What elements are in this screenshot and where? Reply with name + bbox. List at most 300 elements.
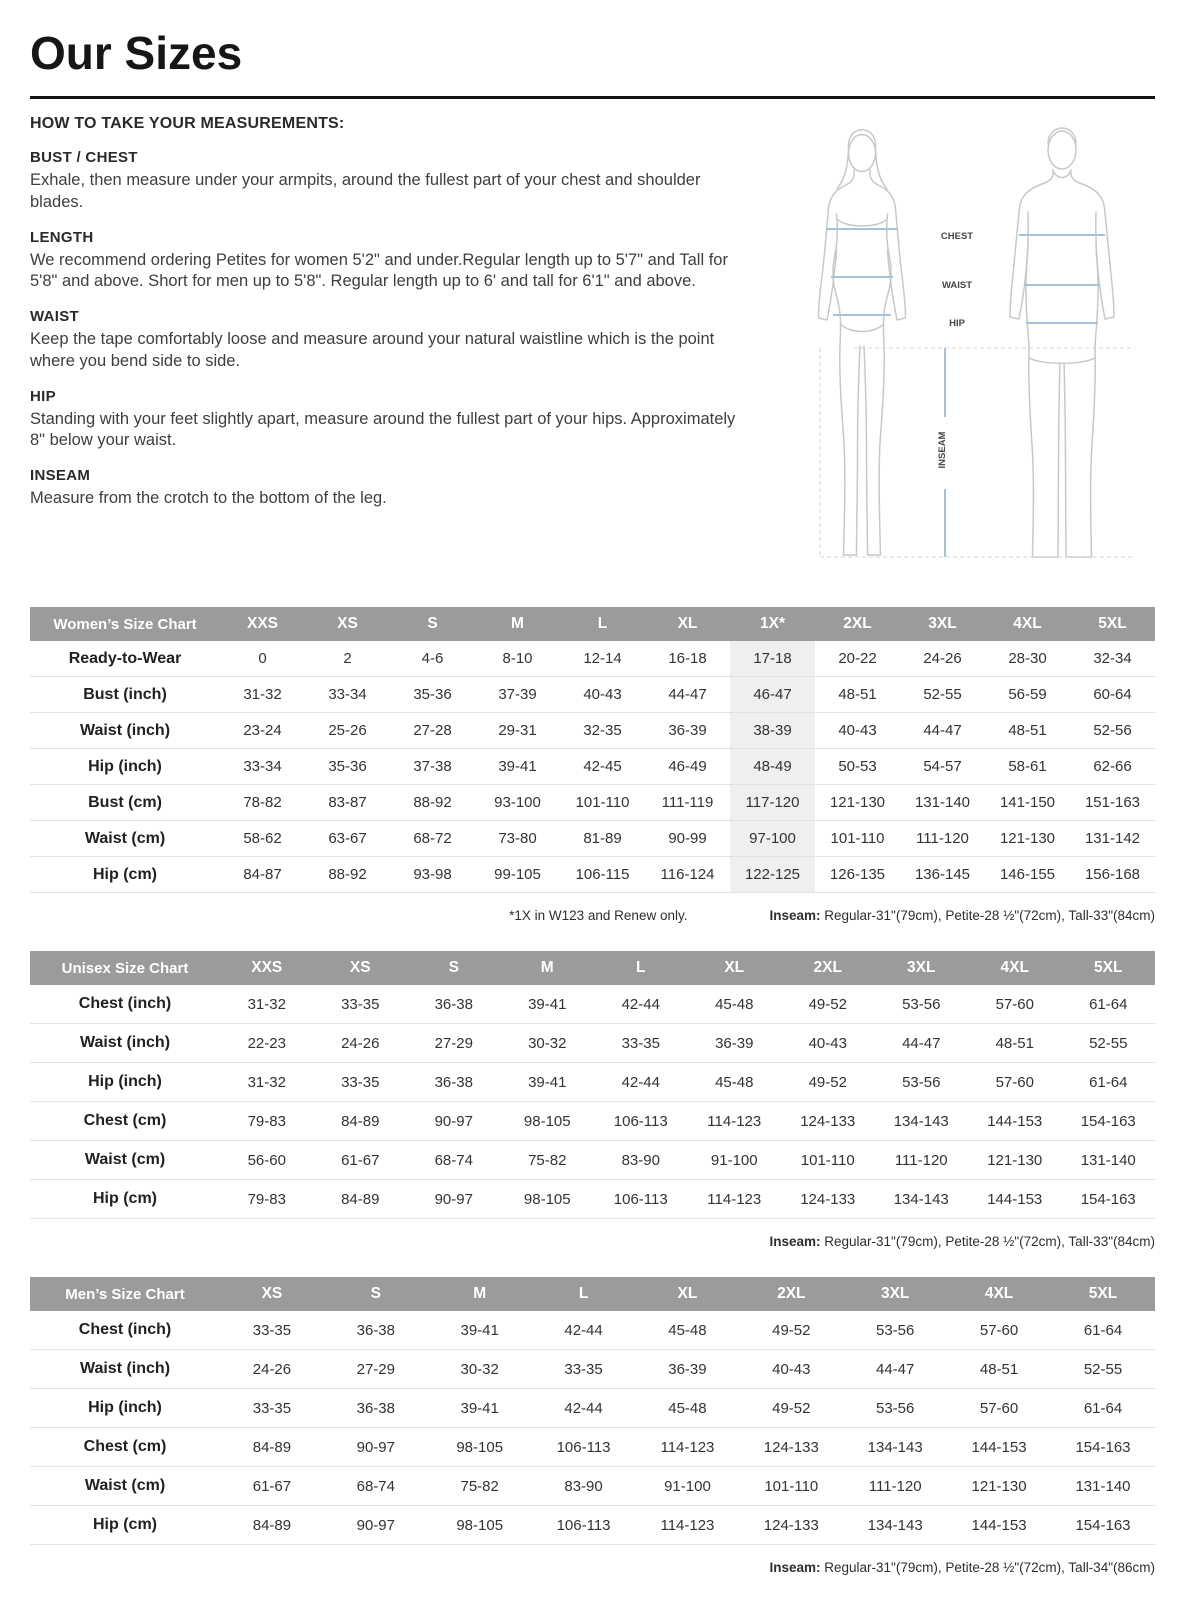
size-column-header: XL	[645, 607, 730, 641]
row-label: Hip (inch)	[30, 1389, 220, 1428]
size-value-cell: 36-38	[407, 1063, 501, 1102]
waist-label: WAIST	[941, 280, 973, 291]
size-column-header: S	[407, 951, 501, 985]
size-value-cell: 53-56	[843, 1311, 947, 1350]
woman-figure	[819, 130, 906, 555]
size-value-cell: 45-48	[688, 1063, 782, 1102]
size-value-cell: 36-39	[645, 713, 730, 749]
size-value-cell: 93-100	[475, 785, 560, 821]
size-value-cell: 144-153	[947, 1506, 1051, 1545]
womens-size-chart	[30, 607, 1155, 893]
size-value-cell: 53-56	[875, 985, 969, 1024]
size-value-cell: 24-26	[314, 1024, 408, 1063]
size-value-cell: 93-98	[390, 857, 475, 893]
size-value-cell: 44-47	[900, 713, 985, 749]
size-column-header: 2XL	[815, 607, 900, 641]
row-label: Chest (cm)	[30, 1428, 220, 1467]
size-value-cell: 49-52	[739, 1389, 843, 1428]
size-value-cell: 33-35	[314, 985, 408, 1024]
header-row	[30, 607, 1155, 641]
size-value-cell: 124-133	[781, 1102, 875, 1141]
row-label: Chest (inch)	[30, 985, 220, 1024]
size-value-cell: 90-97	[324, 1506, 428, 1545]
mens-chart-footnotes	[30, 1560, 1155, 1575]
inseam-footnote-label: Inseam:	[769, 1234, 821, 1249]
table-row	[30, 1141, 1155, 1180]
size-value-cell: 58-62	[220, 821, 305, 857]
size-value-cell: 40-43	[560, 677, 645, 713]
page-title: Our Sizes	[30, 27, 243, 79]
row-label: Hip (cm)	[30, 1506, 220, 1545]
size-value-cell: 61-67	[220, 1467, 324, 1506]
size-value-cell: 114-123	[688, 1180, 782, 1219]
size-value-cell: 57-60	[947, 1311, 1051, 1350]
table-row	[30, 749, 1155, 785]
mens-size-chart-table	[30, 1277, 1155, 1545]
measurement-diagram	[790, 115, 1155, 577]
size-value-cell: 68-74	[407, 1141, 501, 1180]
size-value-cell: 88-92	[305, 857, 390, 893]
size-value-cell: 12-14	[560, 641, 645, 677]
section-title: LENGTH	[30, 228, 94, 246]
size-value-cell: 83-90	[532, 1467, 636, 1506]
table-row	[30, 821, 1155, 857]
size-value-cell: 144-153	[947, 1428, 1051, 1467]
size-value-cell: 111-120	[875, 1141, 969, 1180]
inseam-label: INSEAM	[937, 431, 948, 469]
size-value-cell: 2	[305, 641, 390, 677]
size-value-cell: 75-82	[501, 1141, 595, 1180]
size-value-cell: 39-41	[475, 749, 560, 785]
size-value-cell: 36-38	[407, 985, 501, 1024]
size-value-cell: 134-143	[875, 1180, 969, 1219]
size-value-cell: 141-150	[985, 785, 1070, 821]
size-column-header: L	[560, 607, 645, 641]
size-value-cell: 33-34	[305, 677, 390, 713]
size-value-cell: 31-32	[220, 677, 305, 713]
size-value-cell: 106-113	[532, 1428, 636, 1467]
size-value-cell: 52-56	[1070, 713, 1155, 749]
size-value-cell: 124-133	[739, 1506, 843, 1545]
size-value-cell: 121-130	[947, 1467, 1051, 1506]
size-value-cell: 144-153	[968, 1102, 1062, 1141]
instruction-section-inseam	[30, 467, 745, 510]
size-value-cell: 49-52	[781, 1063, 875, 1102]
table-row	[30, 1102, 1155, 1141]
size-value-cell: 39-41	[501, 1063, 595, 1102]
header-row	[30, 1277, 1155, 1311]
row-label: Hip (cm)	[30, 857, 220, 893]
size-value-cell: 84-89	[220, 1428, 324, 1467]
size-value-cell: 45-48	[636, 1389, 740, 1428]
inseam-footnote-text: Regular-31"(79cm), Petite-28 ½"(72cm), Tall-34"(86cm)	[820, 1560, 1155, 1575]
size-value-cell: 20-22	[815, 641, 900, 677]
size-value-cell: 25-26	[305, 713, 390, 749]
size-value-cell: 40-43	[739, 1350, 843, 1389]
size-column-header: 4XL	[968, 951, 1062, 985]
size-value-cell: 121-130	[968, 1141, 1062, 1180]
size-value-cell: 154-163	[1062, 1102, 1156, 1141]
size-value-cell: 90-97	[407, 1180, 501, 1219]
size-value-cell: 61-64	[1062, 985, 1156, 1024]
size-value-cell: 54-57	[900, 749, 985, 785]
size-value-cell: 84-87	[220, 857, 305, 893]
size-value-cell: 24-26	[220, 1350, 324, 1389]
size-value-cell: 121-130	[985, 821, 1070, 857]
size-value-cell: 52-55	[1051, 1350, 1155, 1389]
size-value-cell: 48-51	[947, 1350, 1051, 1389]
mens-size-chart	[30, 1277, 1155, 1545]
hip-label: HIP	[949, 318, 965, 329]
size-value-cell: 42-44	[532, 1311, 636, 1350]
size-value-cell: 146-155	[985, 857, 1070, 893]
size-value-cell: 42-44	[594, 1063, 688, 1102]
size-value-cell: 62-66	[1070, 749, 1155, 785]
size-column-header: 3XL	[843, 1277, 947, 1311]
size-value-cell: 50-53	[815, 749, 900, 785]
table-row	[30, 1506, 1155, 1545]
size-value-cell: 90-97	[324, 1428, 428, 1467]
size-value-cell: 98-105	[501, 1180, 595, 1219]
measurement-lines	[826, 229, 1105, 557]
size-value-cell: 49-52	[739, 1311, 843, 1350]
size-value-cell: 39-41	[428, 1311, 532, 1350]
row-label: Bust (cm)	[30, 785, 220, 821]
table-row	[30, 1311, 1155, 1350]
row-label: Waist (inch)	[30, 713, 220, 749]
size-value-cell: 31-32	[220, 1063, 314, 1102]
womens-size-chart-table	[30, 607, 1155, 893]
size-column-header: 2XL	[781, 951, 875, 985]
table-row	[30, 1467, 1155, 1506]
size-value-cell: 90-97	[407, 1102, 501, 1141]
size-value-cell: 42-45	[560, 749, 645, 785]
section-title: BUST / CHEST	[30, 149, 138, 166]
size-value-cell: 29-31	[475, 713, 560, 749]
size-column-header: 4XL	[985, 607, 1070, 641]
size-value-cell: 61-64	[1051, 1311, 1155, 1350]
size-value-cell: 36-38	[324, 1311, 428, 1350]
size-value-cell: 48-51	[815, 677, 900, 713]
size-value-cell: 91-100	[636, 1467, 740, 1506]
size-value-cell: 101-110	[815, 821, 900, 857]
content-row	[30, 115, 1155, 577]
size-value-cell: 154-163	[1051, 1506, 1155, 1545]
size-value-cell: 91-100	[688, 1141, 782, 1180]
size-value-cell: 33-35	[314, 1063, 408, 1102]
size-column-header: 5XL	[1062, 951, 1156, 985]
size-value-cell: 122-125	[730, 857, 815, 893]
size-value-cell: 134-143	[843, 1428, 947, 1467]
size-value-cell: 83-87	[305, 785, 390, 821]
size-column-header: 5XL	[1070, 607, 1155, 641]
size-value-cell: 56-60	[220, 1141, 314, 1180]
size-value-cell: 40-43	[815, 713, 900, 749]
size-value-cell: 78-82	[220, 785, 305, 821]
size-value-cell: 61-64	[1062, 1063, 1156, 1102]
unisex-size-chart	[30, 951, 1155, 1219]
size-value-cell: 24-26	[900, 641, 985, 677]
table-row	[30, 1180, 1155, 1219]
size-column-header: S	[324, 1277, 428, 1311]
size-value-cell: 116-124	[645, 857, 730, 893]
size-value-cell: 48-51	[968, 1024, 1062, 1063]
size-value-cell: 36-38	[324, 1389, 428, 1428]
size-value-cell: 124-133	[739, 1428, 843, 1467]
size-value-cell: 57-60	[968, 1063, 1062, 1102]
instruction-section-bust-chest	[30, 149, 745, 214]
size-value-cell: 53-56	[843, 1389, 947, 1428]
size-value-cell: 75-82	[428, 1467, 532, 1506]
size-value-cell: 30-32	[428, 1350, 532, 1389]
size-value-cell: 28-30	[985, 641, 1070, 677]
size-column-header: 5XL	[1051, 1277, 1155, 1311]
size-value-cell: 121-130	[815, 785, 900, 821]
row-label: Waist (inch)	[30, 1350, 220, 1389]
size-value-cell: 33-35	[220, 1311, 324, 1350]
size-value-cell: 124-133	[781, 1180, 875, 1219]
size-value-cell: 37-38	[390, 749, 475, 785]
size-value-cell: 131-140	[900, 785, 985, 821]
size-value-cell: 33-35	[532, 1350, 636, 1389]
row-label: Waist (cm)	[30, 821, 220, 857]
size-value-cell: 131-142	[1070, 821, 1155, 857]
size-value-cell: 52-55	[900, 677, 985, 713]
table-row	[30, 985, 1155, 1024]
size-value-cell: 114-123	[636, 1506, 740, 1545]
size-value-cell: 17-18	[730, 641, 815, 677]
row-label: Chest (cm)	[30, 1102, 220, 1141]
row-label: Waist (inch)	[30, 1024, 220, 1063]
size-value-cell: 36-39	[636, 1350, 740, 1389]
size-column-header: 2XL	[739, 1277, 843, 1311]
table-row	[30, 1024, 1155, 1063]
size-value-cell: 101-110	[560, 785, 645, 821]
size-column-header: L	[594, 951, 688, 985]
size-value-cell: 46-47	[730, 677, 815, 713]
size-value-cell: 97-100	[730, 821, 815, 857]
size-column-header: XL	[688, 951, 782, 985]
measurement-instructions	[30, 115, 745, 577]
size-value-cell: 16-18	[645, 641, 730, 677]
size-value-cell: 106-113	[594, 1180, 688, 1219]
size-value-cell: 52-55	[1062, 1024, 1156, 1063]
man-figure	[1010, 128, 1114, 557]
footnote-inseam	[769, 1560, 1155, 1575]
size-value-cell: 38-39	[730, 713, 815, 749]
size-value-cell: 53-56	[875, 1063, 969, 1102]
inseam-footnote-label: Inseam:	[769, 908, 821, 923]
size-value-cell: 63-67	[305, 821, 390, 857]
size-value-cell: 106-113	[594, 1102, 688, 1141]
size-value-cell: 39-41	[428, 1389, 532, 1428]
footnote-1x: *1X in W123 and Renew only.	[509, 908, 688, 923]
chest-label: CHEST	[940, 231, 974, 242]
instructions-heading: HOW TO TAKE YOUR MEASUREMENTS:	[30, 115, 345, 132]
size-value-cell: 154-163	[1051, 1428, 1155, 1467]
size-column-header: XXS	[220, 607, 305, 641]
table-row	[30, 1063, 1155, 1102]
size-value-cell: 42-44	[594, 985, 688, 1024]
table-title: Women’s Size Chart	[30, 607, 220, 641]
row-label: Chest (inch)	[30, 1311, 220, 1350]
size-value-cell: 79-83	[220, 1102, 314, 1141]
size-value-cell: 101-110	[739, 1467, 843, 1506]
inseam-footnote-text: Regular-31"(79cm), Petite-28 ½"(72cm), Tall-33"(84cm)	[820, 908, 1155, 923]
size-value-cell: 79-83	[220, 1180, 314, 1219]
size-value-cell: 35-36	[305, 749, 390, 785]
size-value-cell: 33-35	[220, 1389, 324, 1428]
size-value-cell: 134-143	[843, 1506, 947, 1545]
unisex-chart-footnotes	[30, 1234, 1155, 1249]
row-label: Waist (cm)	[30, 1467, 220, 1506]
womens-chart-footnotes	[30, 908, 1155, 923]
size-value-cell: 22-23	[220, 1024, 314, 1063]
size-value-cell: 84-89	[220, 1506, 324, 1545]
size-column-header: S	[390, 607, 475, 641]
table-row	[30, 641, 1155, 677]
row-label: Ready-to-Wear	[30, 641, 220, 677]
size-column-header: L	[532, 1277, 636, 1311]
size-value-cell: 56-59	[985, 677, 1070, 713]
section-text: We recommend ordering Petites for women 5'2" and under.Regular length up to 5'7" and Tall for 5'8" and above. Short for men up to 5'8". Regular length up to 6' and tall for 6'1" and above.	[30, 250, 728, 291]
size-value-cell: 126-135	[815, 857, 900, 893]
size-value-cell: 111-119	[645, 785, 730, 821]
size-value-cell: 39-41	[501, 985, 595, 1024]
instruction-section-length	[30, 229, 745, 294]
size-value-cell: 136-145	[900, 857, 985, 893]
size-column-header: XL	[636, 1277, 740, 1311]
instruction-section-hip	[30, 388, 745, 453]
size-value-cell: 27-28	[390, 713, 475, 749]
size-column-header: XS	[314, 951, 408, 985]
size-value-cell: 114-123	[688, 1102, 782, 1141]
size-column-header: XXS	[220, 951, 314, 985]
table-row	[30, 713, 1155, 749]
section-text: Keep the tape comfortably loose and measure around your natural waistline which is the point where you bend side to side.	[30, 330, 715, 370]
size-column-header: 3XL	[900, 607, 985, 641]
row-label: Hip (inch)	[30, 749, 220, 785]
mens-size-chart-section	[30, 1277, 1155, 1575]
unisex-size-chart-section	[30, 951, 1155, 1249]
size-value-cell: 83-90	[594, 1141, 688, 1180]
size-value-cell: 4-6	[390, 641, 475, 677]
table-row	[30, 785, 1155, 821]
size-value-cell: 57-60	[968, 985, 1062, 1024]
table-row	[30, 1428, 1155, 1467]
size-value-cell: 106-113	[532, 1506, 636, 1545]
size-value-cell: 90-99	[645, 821, 730, 857]
size-value-cell: 27-29	[324, 1350, 428, 1389]
size-value-cell: 131-140	[1051, 1467, 1155, 1506]
size-column-header: 1X*	[730, 607, 815, 641]
size-value-cell: 36-39	[688, 1024, 782, 1063]
size-value-cell: 88-92	[390, 785, 475, 821]
size-value-cell: 45-48	[688, 985, 782, 1024]
size-column-header: 3XL	[875, 951, 969, 985]
size-value-cell: 40-43	[781, 1024, 875, 1063]
size-value-cell: 101-110	[781, 1141, 875, 1180]
size-value-cell: 42-44	[532, 1389, 636, 1428]
section-text: Standing with your feet slightly apart, measure around the fullest part of your hips. Approximately 8" below your waist.	[30, 409, 736, 450]
size-value-cell: 33-34	[220, 749, 305, 785]
table-row	[30, 857, 1155, 893]
size-value-cell: 44-47	[645, 677, 730, 713]
size-value-cell: 32-34	[1070, 641, 1155, 677]
size-column-header: M	[475, 607, 560, 641]
size-value-cell: 0	[220, 641, 305, 677]
size-value-cell: 48-49	[730, 749, 815, 785]
size-value-cell: 98-105	[501, 1102, 595, 1141]
table-row	[30, 677, 1155, 713]
unisex-size-chart-table	[30, 951, 1155, 1219]
section-text: Measure from the crotch to the bottom of the leg.	[30, 489, 387, 508]
size-value-cell: 33-35	[594, 1024, 688, 1063]
size-value-cell: 44-47	[843, 1350, 947, 1389]
footnote-inseam	[769, 908, 1155, 923]
header-row	[30, 951, 1155, 985]
table-row	[30, 1389, 1155, 1428]
table-row	[30, 1350, 1155, 1389]
size-column-header: M	[428, 1277, 532, 1311]
row-label: Bust (inch)	[30, 677, 220, 713]
size-value-cell: 84-89	[314, 1102, 408, 1141]
table-title: Unisex Size Chart	[30, 951, 220, 985]
size-value-cell: 73-80	[475, 821, 560, 857]
size-value-cell: 156-168	[1070, 857, 1155, 893]
section-title: HIP	[30, 387, 56, 405]
footnote-inseam	[769, 1234, 1155, 1249]
size-value-cell: 134-143	[875, 1102, 969, 1141]
body-measurement-illustration	[790, 117, 1155, 572]
size-value-cell: 151-163	[1070, 785, 1155, 821]
size-value-cell: 49-52	[781, 985, 875, 1024]
size-value-cell: 111-120	[900, 821, 985, 857]
size-value-cell: 57-60	[947, 1389, 1051, 1428]
size-value-cell: 60-64	[1070, 677, 1155, 713]
size-value-cell: 61-67	[314, 1141, 408, 1180]
womens-size-chart-section	[30, 607, 1155, 923]
size-value-cell: 106-115	[560, 857, 645, 893]
size-value-cell: 99-105	[475, 857, 560, 893]
section-title: INSEAM	[30, 467, 91, 485]
table-title: Men’s Size Chart	[30, 1277, 220, 1311]
size-value-cell: 32-35	[560, 713, 645, 749]
row-label: Hip (inch)	[30, 1063, 220, 1102]
size-value-cell: 8-10	[475, 641, 560, 677]
inseam-footnote-label: Inseam:	[769, 1560, 821, 1575]
section-text: Exhale, then measure under your armpits, around the fullest part of your chest and shoulder blades.	[30, 171, 701, 211]
size-value-cell: 114-123	[636, 1428, 740, 1467]
row-label: Hip (cm)	[30, 1180, 220, 1219]
title-divider	[30, 96, 1155, 99]
size-value-cell: 117-120	[730, 785, 815, 821]
size-value-cell: 44-47	[875, 1024, 969, 1063]
size-column-header: M	[501, 951, 595, 985]
size-value-cell: 68-72	[390, 821, 475, 857]
size-value-cell: 31-32	[220, 985, 314, 1024]
size-value-cell: 84-89	[314, 1180, 408, 1219]
size-column-header: 4XL	[947, 1277, 1051, 1311]
instruction-section-waist	[30, 308, 745, 373]
size-value-cell: 27-29	[407, 1024, 501, 1063]
section-title: WAIST	[30, 308, 79, 326]
size-value-cell: 61-64	[1051, 1389, 1155, 1428]
size-value-cell: 45-48	[636, 1311, 740, 1350]
size-value-cell: 98-105	[428, 1506, 532, 1545]
size-value-cell: 68-74	[324, 1467, 428, 1506]
size-value-cell: 144-153	[968, 1180, 1062, 1219]
